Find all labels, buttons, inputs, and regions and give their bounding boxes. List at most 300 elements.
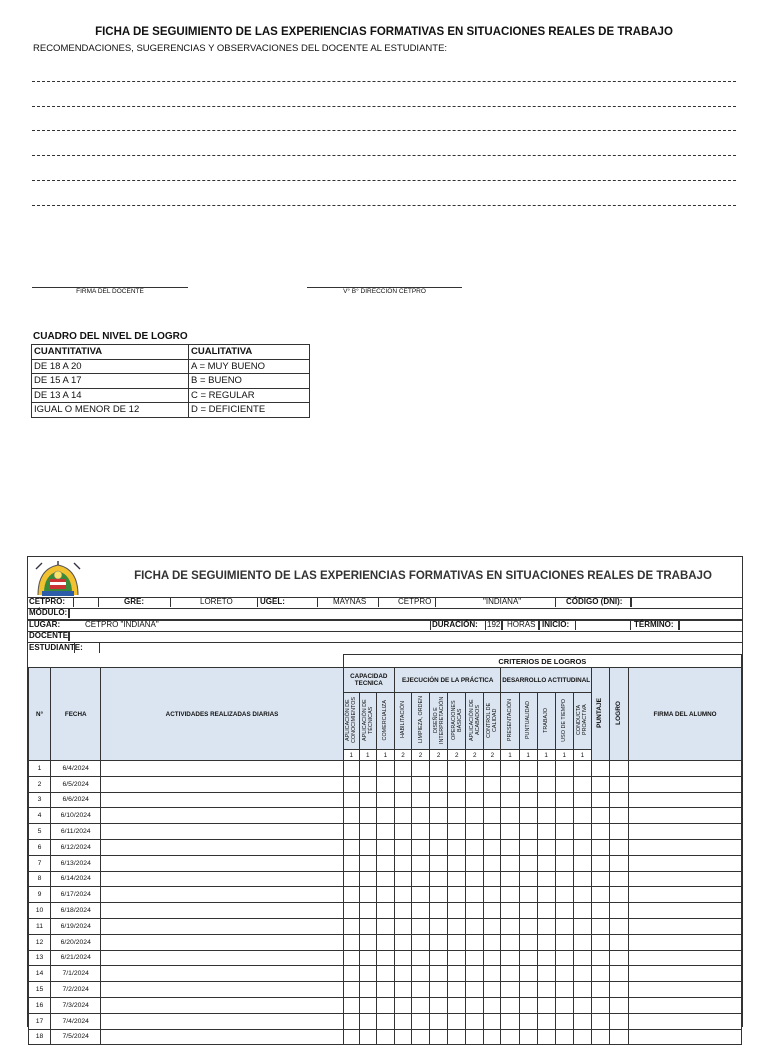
row-score-cell[interactable]	[555, 761, 573, 777]
row-logro-cell[interactable]	[610, 761, 629, 777]
row-logro-cell[interactable]	[610, 918, 629, 934]
row-score-cell[interactable]	[484, 824, 501, 840]
row-score-cell[interactable]	[430, 1029, 448, 1045]
estudiante-field[interactable]	[74, 643, 100, 653]
row-score-cell[interactable]	[394, 824, 411, 840]
row-signature-cell[interactable]	[629, 966, 742, 982]
row-score-cell[interactable]	[555, 839, 573, 855]
row-score-cell[interactable]	[537, 792, 555, 808]
row-score-cell[interactable]	[466, 871, 484, 887]
row-signature-cell[interactable]	[629, 903, 742, 919]
row-score-cell[interactable]	[519, 997, 537, 1013]
row-score-cell[interactable]	[519, 1013, 537, 1029]
row-score-cell[interactable]	[555, 855, 573, 871]
row-score-cell[interactable]	[466, 1029, 484, 1045]
observation-line[interactable]	[32, 81, 736, 82]
modulo-field[interactable]	[68, 608, 70, 618]
row-score-cell[interactable]	[430, 966, 448, 982]
cetpro-field[interactable]	[73, 597, 99, 607]
row-score-cell[interactable]	[343, 887, 359, 903]
row-score-cell[interactable]	[411, 1029, 429, 1045]
row-score-cell[interactable]	[519, 903, 537, 919]
row-score-cell[interactable]	[376, 792, 394, 808]
row-score-cell[interactable]	[484, 1029, 501, 1045]
row-score-cell[interactable]	[448, 824, 466, 840]
row-score-cell[interactable]	[484, 887, 501, 903]
row-score-cell[interactable]	[430, 824, 448, 840]
row-activity-cell[interactable]	[101, 950, 343, 966]
row-score-cell[interactable]	[430, 887, 448, 903]
row-score-cell[interactable]	[394, 792, 411, 808]
row-signature-cell[interactable]	[629, 997, 742, 1013]
row-score-cell[interactable]	[448, 1013, 466, 1029]
row-score-cell[interactable]	[519, 871, 537, 887]
row-score-cell[interactable]	[537, 824, 555, 840]
row-score-cell[interactable]	[519, 824, 537, 840]
row-score-cell[interactable]	[537, 855, 555, 871]
row-score-cell[interactable]	[484, 871, 501, 887]
row-score-cell[interactable]	[573, 918, 591, 934]
row-score-cell[interactable]	[501, 792, 519, 808]
row-score-cell[interactable]	[519, 855, 537, 871]
row-signature-cell[interactable]	[629, 1029, 742, 1045]
row-score-cell[interactable]	[537, 997, 555, 1013]
row-logro-cell[interactable]	[610, 950, 629, 966]
row-activity-cell[interactable]	[101, 1013, 343, 1029]
row-score-cell[interactable]	[466, 934, 484, 950]
row-score-cell[interactable]	[501, 982, 519, 998]
row-score-cell[interactable]	[501, 918, 519, 934]
row-logro-cell[interactable]	[610, 934, 629, 950]
row-signature-cell[interactable]	[629, 1013, 742, 1029]
row-score-cell[interactable]	[466, 950, 484, 966]
row-score-cell[interactable]	[376, 918, 394, 934]
row-score-cell[interactable]	[359, 761, 376, 777]
row-score-cell[interactable]	[343, 934, 359, 950]
row-score-cell[interactable]	[430, 918, 448, 934]
row-puntaje-cell[interactable]	[591, 887, 609, 903]
row-score-cell[interactable]	[573, 839, 591, 855]
row-score-cell[interactable]	[501, 934, 519, 950]
row-score-cell[interactable]	[537, 934, 555, 950]
row-activity-cell[interactable]	[101, 839, 343, 855]
row-score-cell[interactable]	[484, 903, 501, 919]
row-puntaje-cell[interactable]	[591, 997, 609, 1013]
row-score-cell[interactable]	[448, 855, 466, 871]
row-score-cell[interactable]	[394, 1029, 411, 1045]
row-score-cell[interactable]	[537, 966, 555, 982]
row-score-cell[interactable]	[448, 966, 466, 982]
row-score-cell[interactable]	[573, 761, 591, 777]
row-score-cell[interactable]	[555, 887, 573, 903]
row-score-cell[interactable]	[573, 808, 591, 824]
row-score-cell[interactable]	[555, 982, 573, 998]
row-score-cell[interactable]	[501, 824, 519, 840]
row-puntaje-cell[interactable]	[591, 761, 609, 777]
row-signature-cell[interactable]	[629, 839, 742, 855]
row-score-cell[interactable]	[501, 839, 519, 855]
observation-line[interactable]	[32, 130, 736, 131]
termino-field[interactable]	[678, 620, 680, 630]
row-score-cell[interactable]	[448, 982, 466, 998]
row-score-cell[interactable]	[394, 871, 411, 887]
row-score-cell[interactable]	[343, 824, 359, 840]
row-score-cell[interactable]	[359, 997, 376, 1013]
row-score-cell[interactable]	[484, 982, 501, 998]
row-score-cell[interactable]	[394, 997, 411, 1013]
row-score-cell[interactable]	[430, 1013, 448, 1029]
row-score-cell[interactable]	[343, 855, 359, 871]
row-score-cell[interactable]	[359, 934, 376, 950]
row-signature-cell[interactable]	[629, 950, 742, 966]
row-score-cell[interactable]	[376, 950, 394, 966]
row-score-cell[interactable]	[537, 839, 555, 855]
row-score-cell[interactable]	[394, 982, 411, 998]
row-logro-cell[interactable]	[610, 997, 629, 1013]
row-score-cell[interactable]	[466, 824, 484, 840]
row-score-cell[interactable]	[448, 903, 466, 919]
row-score-cell[interactable]	[555, 950, 573, 966]
row-score-cell[interactable]	[573, 887, 591, 903]
row-puntaje-cell[interactable]	[591, 918, 609, 934]
row-score-cell[interactable]	[343, 918, 359, 934]
row-score-cell[interactable]	[343, 792, 359, 808]
row-score-cell[interactable]	[411, 855, 429, 871]
row-score-cell[interactable]	[484, 792, 501, 808]
row-score-cell[interactable]	[359, 839, 376, 855]
row-score-cell[interactable]	[519, 776, 537, 792]
row-activity-cell[interactable]	[101, 903, 343, 919]
row-score-cell[interactable]	[519, 966, 537, 982]
row-score-cell[interactable]	[430, 871, 448, 887]
row-score-cell[interactable]	[519, 982, 537, 998]
row-logro-cell[interactable]	[610, 871, 629, 887]
row-score-cell[interactable]	[484, 934, 501, 950]
row-score-cell[interactable]	[448, 761, 466, 777]
row-score-cell[interactable]	[430, 776, 448, 792]
row-score-cell[interactable]	[411, 918, 429, 934]
row-score-cell[interactable]	[501, 1013, 519, 1029]
row-puntaje-cell[interactable]	[591, 839, 609, 855]
row-score-cell[interactable]	[359, 808, 376, 824]
row-score-cell[interactable]	[394, 761, 411, 777]
row-score-cell[interactable]	[519, 918, 537, 934]
row-score-cell[interactable]	[394, 776, 411, 792]
row-signature-cell[interactable]	[629, 792, 742, 808]
row-score-cell[interactable]	[448, 792, 466, 808]
row-score-cell[interactable]	[376, 887, 394, 903]
row-score-cell[interactable]	[359, 950, 376, 966]
row-activity-cell[interactable]	[101, 855, 343, 871]
row-puntaje-cell[interactable]	[591, 824, 609, 840]
row-puntaje-cell[interactable]	[591, 871, 609, 887]
row-score-cell[interactable]	[573, 997, 591, 1013]
row-activity-cell[interactable]	[101, 887, 343, 903]
row-score-cell[interactable]	[359, 776, 376, 792]
row-score-cell[interactable]	[411, 776, 429, 792]
row-score-cell[interactable]	[430, 950, 448, 966]
row-score-cell[interactable]	[394, 918, 411, 934]
row-signature-cell[interactable]	[629, 982, 742, 998]
row-score-cell[interactable]	[411, 792, 429, 808]
row-puntaje-cell[interactable]	[591, 982, 609, 998]
row-score-cell[interactable]	[376, 839, 394, 855]
row-score-cell[interactable]	[573, 950, 591, 966]
row-score-cell[interactable]	[430, 839, 448, 855]
observation-line[interactable]	[32, 106, 736, 107]
row-score-cell[interactable]	[501, 1029, 519, 1045]
row-score-cell[interactable]	[466, 839, 484, 855]
row-score-cell[interactable]	[573, 776, 591, 792]
row-score-cell[interactable]	[555, 792, 573, 808]
row-score-cell[interactable]	[343, 808, 359, 824]
row-score-cell[interactable]	[484, 839, 501, 855]
row-logro-cell[interactable]	[610, 982, 629, 998]
row-score-cell[interactable]	[343, 776, 359, 792]
row-score-cell[interactable]	[466, 982, 484, 998]
row-score-cell[interactable]	[411, 871, 429, 887]
row-score-cell[interactable]	[411, 903, 429, 919]
row-score-cell[interactable]	[359, 871, 376, 887]
row-puntaje-cell[interactable]	[591, 934, 609, 950]
row-logro-cell[interactable]	[610, 792, 629, 808]
row-score-cell[interactable]	[537, 982, 555, 998]
row-score-cell[interactable]	[376, 855, 394, 871]
row-score-cell[interactable]	[394, 808, 411, 824]
row-score-cell[interactable]	[411, 839, 429, 855]
row-score-cell[interactable]	[573, 871, 591, 887]
row-score-cell[interactable]	[411, 1013, 429, 1029]
row-score-cell[interactable]	[343, 1029, 359, 1045]
row-score-cell[interactable]	[430, 761, 448, 777]
row-score-cell[interactable]	[343, 871, 359, 887]
row-score-cell[interactable]	[359, 792, 376, 808]
row-score-cell[interactable]	[555, 808, 573, 824]
row-score-cell[interactable]	[466, 997, 484, 1013]
row-signature-cell[interactable]	[629, 934, 742, 950]
row-score-cell[interactable]	[394, 887, 411, 903]
row-score-cell[interactable]	[359, 1013, 376, 1029]
row-logro-cell[interactable]	[610, 808, 629, 824]
row-score-cell[interactable]	[376, 997, 394, 1013]
row-puntaje-cell[interactable]	[591, 808, 609, 824]
row-score-cell[interactable]	[394, 934, 411, 950]
row-score-cell[interactable]	[343, 997, 359, 1013]
row-score-cell[interactable]	[394, 966, 411, 982]
row-score-cell[interactable]	[376, 776, 394, 792]
row-score-cell[interactable]	[448, 839, 466, 855]
row-signature-cell[interactable]	[629, 776, 742, 792]
row-score-cell[interactable]	[376, 824, 394, 840]
row-puntaje-cell[interactable]	[591, 966, 609, 982]
row-activity-cell[interactable]	[101, 982, 343, 998]
row-score-cell[interactable]	[484, 808, 501, 824]
row-score-cell[interactable]	[519, 808, 537, 824]
row-score-cell[interactable]	[430, 808, 448, 824]
row-signature-cell[interactable]	[629, 887, 742, 903]
row-score-cell[interactable]	[555, 1013, 573, 1029]
row-activity-cell[interactable]	[101, 1029, 343, 1045]
row-score-cell[interactable]	[343, 839, 359, 855]
row-score-cell[interactable]	[466, 792, 484, 808]
row-logro-cell[interactable]	[610, 1013, 629, 1029]
row-score-cell[interactable]	[501, 761, 519, 777]
row-score-cell[interactable]	[394, 950, 411, 966]
row-activity-cell[interactable]	[101, 761, 343, 777]
row-score-cell[interactable]	[466, 1013, 484, 1029]
row-logro-cell[interactable]	[610, 903, 629, 919]
row-score-cell[interactable]	[484, 918, 501, 934]
row-logro-cell[interactable]	[610, 855, 629, 871]
row-score-cell[interactable]	[501, 776, 519, 792]
row-score-cell[interactable]	[537, 1013, 555, 1029]
row-score-cell[interactable]	[411, 997, 429, 1013]
row-score-cell[interactable]	[573, 903, 591, 919]
row-score-cell[interactable]	[537, 887, 555, 903]
row-score-cell[interactable]	[359, 887, 376, 903]
row-activity-cell[interactable]	[101, 824, 343, 840]
row-score-cell[interactable]	[537, 871, 555, 887]
row-puntaje-cell[interactable]	[591, 776, 609, 792]
row-score-cell[interactable]	[537, 950, 555, 966]
row-activity-cell[interactable]	[101, 808, 343, 824]
row-score-cell[interactable]	[376, 966, 394, 982]
row-signature-cell[interactable]	[629, 871, 742, 887]
row-score-cell[interactable]	[466, 918, 484, 934]
row-logro-cell[interactable]	[610, 887, 629, 903]
row-score-cell[interactable]	[411, 887, 429, 903]
row-activity-cell[interactable]	[101, 871, 343, 887]
row-puntaje-cell[interactable]	[591, 855, 609, 871]
row-score-cell[interactable]	[573, 1029, 591, 1045]
row-score-cell[interactable]	[501, 871, 519, 887]
row-score-cell[interactable]	[555, 997, 573, 1013]
row-logro-cell[interactable]	[610, 1029, 629, 1045]
row-score-cell[interactable]	[537, 776, 555, 792]
row-activity-cell[interactable]	[101, 997, 343, 1013]
row-score-cell[interactable]	[519, 761, 537, 777]
row-signature-cell[interactable]	[629, 808, 742, 824]
row-score-cell[interactable]	[376, 982, 394, 998]
row-score-cell[interactable]	[448, 1029, 466, 1045]
row-score-cell[interactable]	[376, 903, 394, 919]
row-score-cell[interactable]	[555, 966, 573, 982]
row-score-cell[interactable]	[448, 950, 466, 966]
row-score-cell[interactable]	[484, 997, 501, 1013]
row-score-cell[interactable]	[448, 887, 466, 903]
row-score-cell[interactable]	[430, 855, 448, 871]
row-score-cell[interactable]	[376, 808, 394, 824]
row-score-cell[interactable]	[484, 1013, 501, 1029]
row-score-cell[interactable]	[343, 903, 359, 919]
row-score-cell[interactable]	[466, 776, 484, 792]
row-puntaje-cell[interactable]	[591, 1029, 609, 1045]
codigo-field[interactable]	[630, 597, 632, 607]
row-score-cell[interactable]	[466, 966, 484, 982]
row-score-cell[interactable]	[394, 1013, 411, 1029]
row-activity-cell[interactable]	[101, 966, 343, 982]
row-score-cell[interactable]	[466, 808, 484, 824]
row-score-cell[interactable]	[343, 966, 359, 982]
inicio-field[interactable]	[575, 620, 631, 630]
row-score-cell[interactable]	[343, 950, 359, 966]
row-score-cell[interactable]	[555, 934, 573, 950]
row-activity-cell[interactable]	[101, 918, 343, 934]
row-score-cell[interactable]	[430, 903, 448, 919]
row-score-cell[interactable]	[519, 887, 537, 903]
row-score-cell[interactable]	[519, 1029, 537, 1045]
row-score-cell[interactable]	[555, 1029, 573, 1045]
row-score-cell[interactable]	[555, 918, 573, 934]
row-signature-cell[interactable]	[629, 761, 742, 777]
row-score-cell[interactable]	[537, 903, 555, 919]
row-score-cell[interactable]	[537, 761, 555, 777]
row-score-cell[interactable]	[411, 950, 429, 966]
row-score-cell[interactable]	[411, 934, 429, 950]
row-score-cell[interactable]	[376, 1029, 394, 1045]
row-score-cell[interactable]	[466, 855, 484, 871]
row-logro-cell[interactable]	[610, 966, 629, 982]
row-score-cell[interactable]	[359, 903, 376, 919]
row-score-cell[interactable]	[466, 761, 484, 777]
row-score-cell[interactable]	[573, 792, 591, 808]
row-score-cell[interactable]	[501, 950, 519, 966]
row-score-cell[interactable]	[394, 903, 411, 919]
row-score-cell[interactable]	[359, 966, 376, 982]
row-activity-cell[interactable]	[101, 792, 343, 808]
row-logro-cell[interactable]	[610, 776, 629, 792]
row-score-cell[interactable]	[573, 855, 591, 871]
row-score-cell[interactable]	[501, 808, 519, 824]
row-score-cell[interactable]	[430, 792, 448, 808]
row-score-cell[interactable]	[343, 1013, 359, 1029]
row-score-cell[interactable]	[448, 918, 466, 934]
row-score-cell[interactable]	[573, 982, 591, 998]
row-score-cell[interactable]	[573, 1013, 591, 1029]
row-score-cell[interactable]	[359, 918, 376, 934]
row-score-cell[interactable]	[501, 855, 519, 871]
row-score-cell[interactable]	[411, 982, 429, 998]
row-signature-cell[interactable]	[629, 855, 742, 871]
row-score-cell[interactable]	[430, 982, 448, 998]
row-score-cell[interactable]	[484, 966, 501, 982]
row-score-cell[interactable]	[376, 761, 394, 777]
row-score-cell[interactable]	[537, 808, 555, 824]
row-score-cell[interactable]	[519, 792, 537, 808]
row-score-cell[interactable]	[484, 950, 501, 966]
row-score-cell[interactable]	[573, 824, 591, 840]
row-score-cell[interactable]	[501, 903, 519, 919]
row-score-cell[interactable]	[448, 997, 466, 1013]
row-score-cell[interactable]	[484, 776, 501, 792]
row-score-cell[interactable]	[519, 934, 537, 950]
row-score-cell[interactable]	[501, 966, 519, 982]
row-score-cell[interactable]	[555, 776, 573, 792]
row-score-cell[interactable]	[343, 982, 359, 998]
row-score-cell[interactable]	[411, 966, 429, 982]
row-score-cell[interactable]	[573, 934, 591, 950]
row-score-cell[interactable]	[430, 997, 448, 1013]
row-puntaje-cell[interactable]	[591, 903, 609, 919]
row-score-cell[interactable]	[448, 934, 466, 950]
row-score-cell[interactable]	[376, 934, 394, 950]
row-puntaje-cell[interactable]	[591, 950, 609, 966]
row-score-cell[interactable]	[466, 903, 484, 919]
row-score-cell[interactable]	[555, 871, 573, 887]
row-activity-cell[interactable]	[101, 776, 343, 792]
row-puntaje-cell[interactable]	[591, 1013, 609, 1029]
row-score-cell[interactable]	[573, 966, 591, 982]
